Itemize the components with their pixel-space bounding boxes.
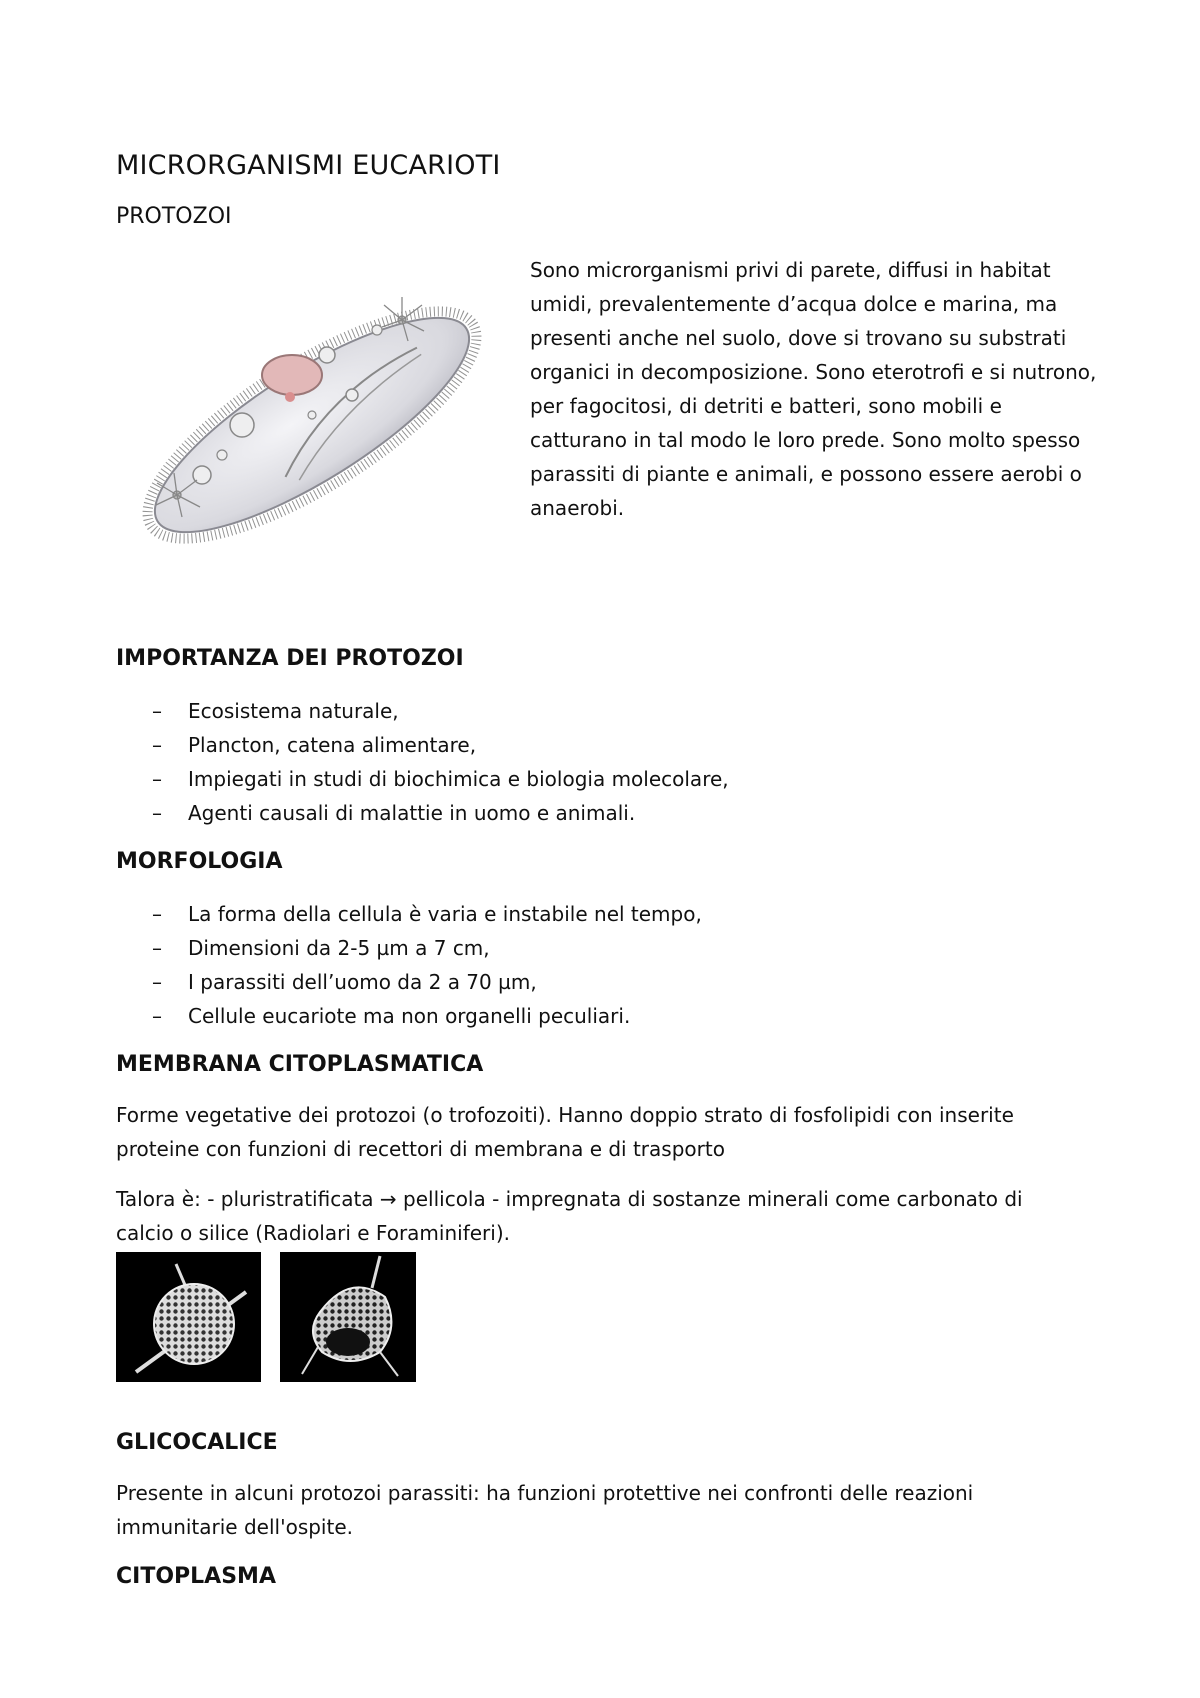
morfologia-list [116, 897, 702, 1033]
page-title: MICRORGANISMI EUCARIOTI [116, 150, 501, 181]
heading-citoplasma: CITOPLASMA [116, 1564, 276, 1589]
list-item: – Dimensioni da 2-5 µm a 7 cm, [116, 931, 702, 965]
list-item: – Impiegati in studi di biochimica e biologia molecolare, [116, 762, 729, 796]
protozoi-description: Sono microrganismi privi di parete, diffusi in habitat umidi, prevalentemente d’acqua dolce e marina, ma presenti anche nel suolo, dove si trovano su substrati organici in decomposizione. Sono eterotrofi e si nutrono, per fagocitosi, di detriti e batteri, sono mobili e catturano in tal modo le loro prede. Sono molto spesso parassiti di piante e animali, e possono essere aerobi o anaerobi. [530, 258, 1097, 520]
radiolarian-image-2 [280, 1252, 416, 1382]
radiolarian-image-1 [116, 1252, 261, 1382]
list-item: – Plancton, catena alimentare, [116, 728, 729, 762]
macronucleus [262, 355, 322, 395]
list-item: – I parassiti dell’uomo da 2 a 70 µm, [116, 965, 702, 999]
heading-membrana: MEMBRANA CITOPLASMATICA [116, 1052, 484, 1077]
membrana-paragraph-2: Talora è: - pluristratificata → pellicola - impregnata di sostanze minerali come carbonato di calcio o silice (Radiolari e Foraminiferi). [116, 1187, 1023, 1245]
glicocalice-paragraph: Presente in alcuni protozoi parassiti: ha funzioni protettive nei confronti delle reazioni immunitarie dell'ospite. [116, 1481, 974, 1539]
paramecium-illustration [112, 265, 512, 585]
heading-protozoi: PROTOZOI [116, 204, 232, 229]
importanza-list [116, 694, 729, 830]
list-item: – La forma della cellula è varia e instabile nel tempo, [116, 897, 702, 931]
heading-importanza: IMPORTANZA DEI PROTOZOI [116, 646, 464, 671]
heading-glicocalice: GLICOCALICE [116, 1430, 278, 1455]
cell-body [118, 272, 506, 579]
list-item: – Ecosistema naturale, [116, 694, 729, 728]
heading-morfologia: MORFOLOGIA [116, 849, 283, 874]
list-item: – Cellule eucariote ma non organelli peculiari. [116, 999, 702, 1033]
membrana-paragraph-1: Forme vegetative dei protozoi (o trofozoiti). Hanno doppio strato di fosfolipidi con inserite proteine con funzioni di recettori di membrana e di trasporto [116, 1103, 1014, 1161]
list-item: – Agenti causali di malattie in uomo e animali. [116, 796, 729, 830]
